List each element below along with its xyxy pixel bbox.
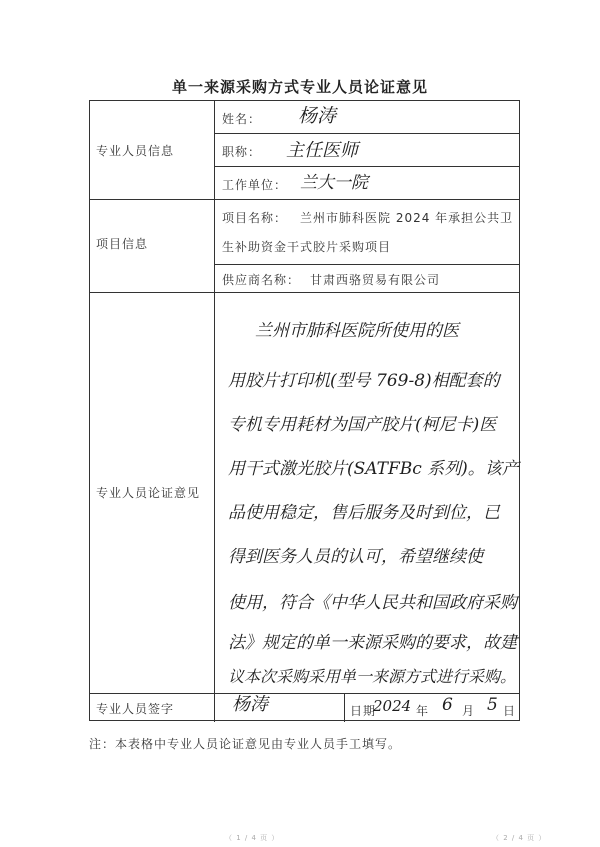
date-month-unit: 月 <box>462 704 476 718</box>
column-divider <box>214 101 215 722</box>
professional-title-label: 职称： <box>222 145 262 159</box>
signature-value: 杨涛 <box>232 694 268 715</box>
date-year: 2024 <box>373 697 412 715</box>
workplace-label: 工作单位： <box>222 178 288 192</box>
document-title: 单一来源采购方式专业人员论证意见 <box>171 78 428 96</box>
page-mark-left: （ 1 / 4 页 ） <box>225 834 280 842</box>
opinion-line: 用干式激光胶片(SATFBc 系列)。该产 <box>228 459 519 479</box>
date-day-unit: 日 <box>503 704 517 718</box>
date-column-divider <box>344 693 345 722</box>
opinion-line: 法》规定的单一来源采购的要求，故建 <box>228 633 517 653</box>
opinion-line: 品使用稳定，售后服务及时到位，已 <box>228 503 500 523</box>
row-divider <box>214 264 520 265</box>
supplier-value: 甘肃西骆贸易有限公司 <box>310 273 441 287</box>
row-divider <box>90 693 520 694</box>
opinion-line: 专机专用耗材为国产胶片(柯尼卡)医 <box>228 415 497 435</box>
professional-title-value: 主任医师 <box>286 140 358 161</box>
page-mark-right: （ 2 / 4 页 ） <box>492 834 547 842</box>
supplier-label: 供应商名称： <box>222 273 301 287</box>
expert-info-label: 专业人员信息 <box>96 144 175 158</box>
opinion-line: 得到医务人员的认可，希望继续使 <box>228 547 483 567</box>
project-info-label: 项目信息 <box>96 237 149 251</box>
project-name-label: 项目名称： <box>222 211 288 225</box>
row-divider <box>90 292 520 293</box>
row-divider <box>214 166 520 167</box>
name-label: 姓名： <box>222 112 262 126</box>
opinion-line: 使用，符合《中华人民共和国政府采购 <box>228 593 517 613</box>
opinion-line: 兰州市肺科医院所使用的医 <box>255 321 459 341</box>
footnote: 注：本表格中专业人员论证意见由专业人员手工填写。 <box>89 737 402 751</box>
opinion-line: 用胶片打印机(型号 769-8)相配套的 <box>228 371 500 391</box>
project-name-line1: 兰州市肺科医院 2024 年承担公共卫 <box>300 211 514 225</box>
opinion-label: 专业人员论证意见 <box>96 486 201 500</box>
row-divider <box>214 133 520 134</box>
opinion-line: 议本次采购采用单一来源方式进行采购。 <box>228 667 517 686</box>
row-divider <box>90 199 520 200</box>
workplace-value: 兰大一院 <box>300 173 368 193</box>
name-value: 杨涛 <box>298 105 337 127</box>
date-label: 日期 <box>350 704 377 718</box>
signature-label: 专业人员签字 <box>96 702 175 716</box>
date-month: 6 <box>442 695 453 715</box>
date-year-unit: 年 <box>416 704 430 718</box>
project-name-line2: 生补助资金干式胶片采购项目 <box>222 240 392 254</box>
date-day: 5 <box>487 695 498 715</box>
